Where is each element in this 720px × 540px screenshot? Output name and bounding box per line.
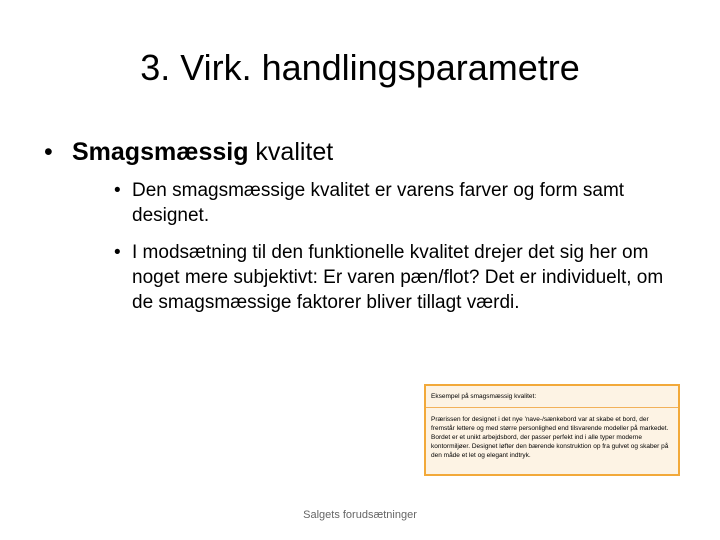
sub-bullet-2 <box>114 240 684 315</box>
main-bullet-rest-text: kvalitet <box>248 138 334 166</box>
bullet-marker: • <box>114 180 121 201</box>
sub-bullet-1 <box>114 178 684 228</box>
sub-bullet-text: I modsætning til den funktionelle kvalitet drejer det sig her om noget mere subjektivt: Er varen pæn/flot? Det er individuelt, om de smagsmæssige faktorer bliver tillagt værdi. <box>132 242 664 313</box>
slide-footer: Salgets forudsætninger <box>303 509 417 521</box>
main-bullet-text <box>72 136 333 168</box>
example-box-body: Prærissen for designet i det nye 'nave-/sænkebord var at skabe et bord, der fremstår lettere og med større personlighed end tilsvarende modeller på markedet. Bordet er et unikt arbejdsbord, der passer perfekt ind i alle typer moderne kontormiljøer. Designet løfter den bærende konstruktion op fra gulvet og skaber på den måde et let og elegant indtryk. <box>431 416 669 459</box>
main-bullet-bold-text: Smagsmæssig <box>72 138 249 166</box>
slide-title: 3. Virk. handlingsparametre <box>140 47 580 88</box>
sub-bullet-text: Den smagsmæssige kvalitet er varens farver og form samt designet. <box>132 180 625 226</box>
example-box-heading: Eksempel på smagsmæssig kvalitet: <box>426 386 678 408</box>
bullet-marker: • <box>44 138 53 166</box>
bullet-marker: • <box>114 242 121 263</box>
example-box <box>424 384 680 476</box>
